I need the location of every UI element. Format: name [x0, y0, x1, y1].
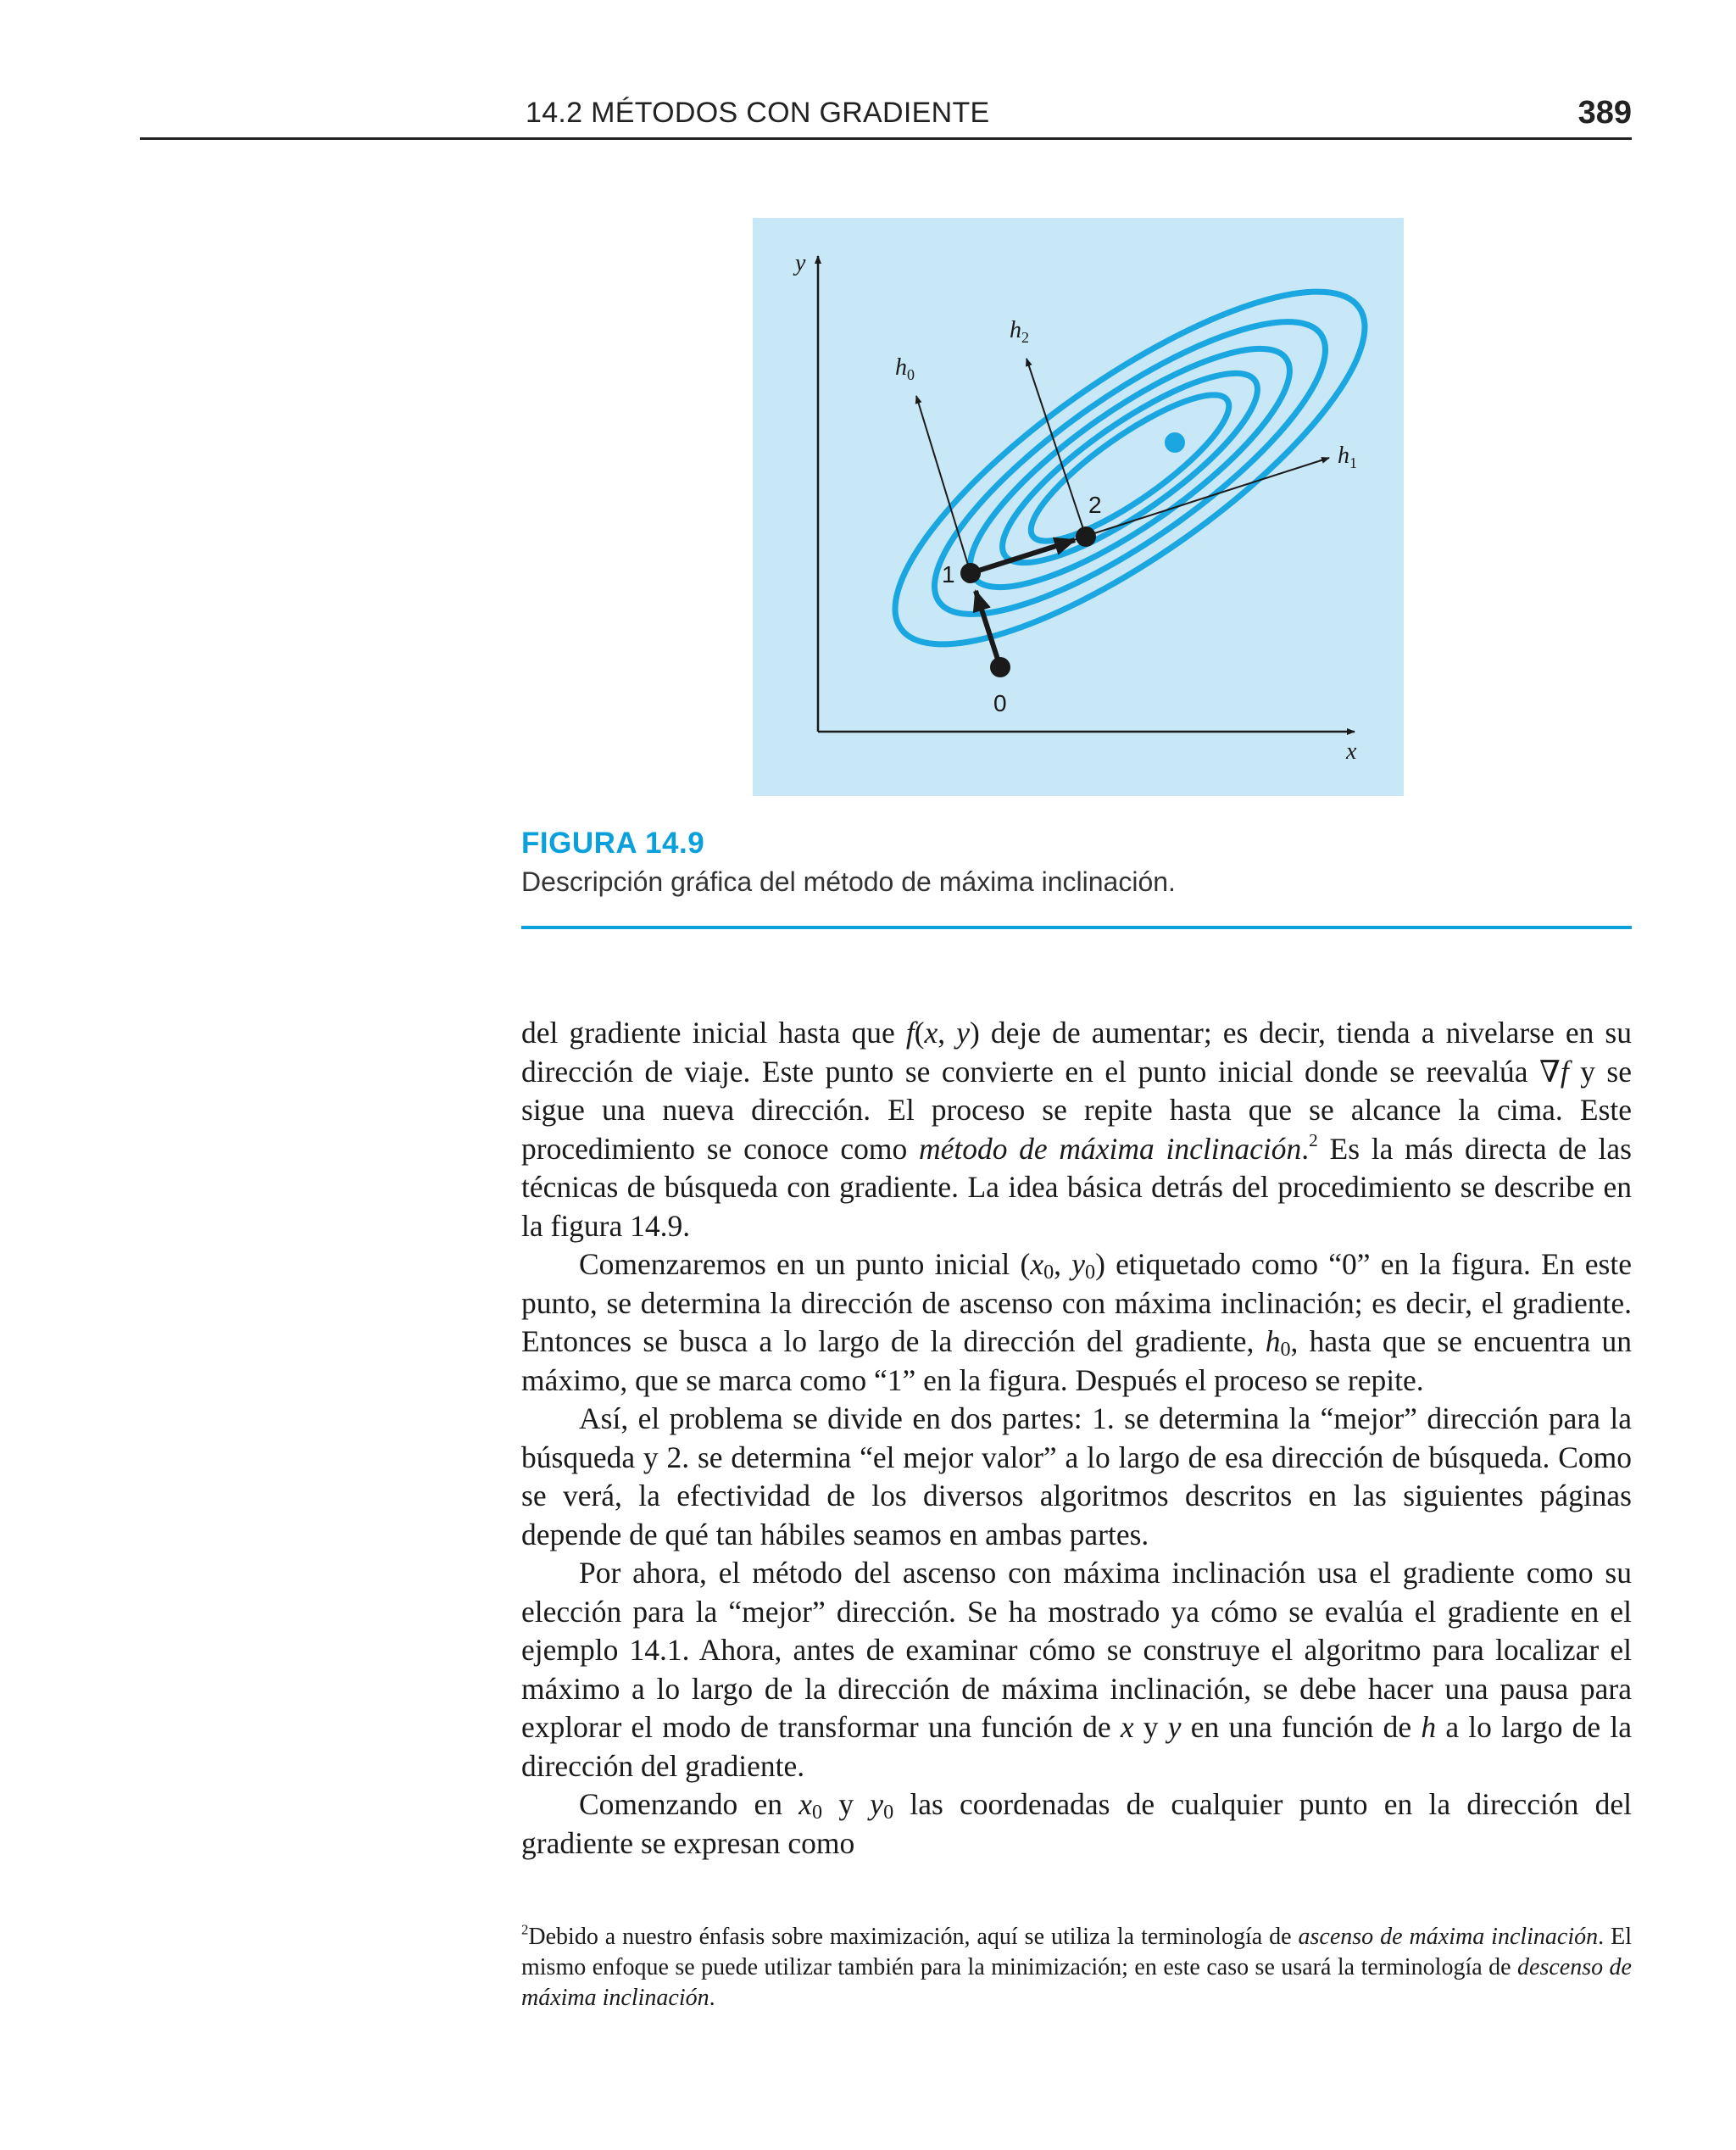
x-axis-label: x [1346, 738, 1357, 765]
paragraph-1: del gradiente inicial hasta que f(x, y) deje de aumentar; es decir, tienda a nivelarse en su dirección de viaje. Este punto se convierte en el punto inicial donde se reevalúa ∇f y se sigue una nueva dirección. El proceso se repite hasta que se alcance la cima. Este procedimiento se conoce como método de máxima inclinación.$^2$ Es la más directa de las técnicas de búsqueda con gradiente. La idea básica detrás del procedimiento se describe en la figura 14.9. [521, 1016, 1633, 1243]
figure-14-9 [753, 218, 1404, 796]
page-number: 389 [1577, 95, 1632, 131]
point-2 [1076, 526, 1096, 547]
point-0 [990, 657, 1010, 677]
direction-h0 [916, 396, 971, 573]
footnote-ref: 2 [1309, 1129, 1318, 1150]
body-text [521, 1014, 1632, 1863]
footnote: $^2$Debido a nuestro énfasis sobre maximización, aquí se utiliza la terminología de ascenso de máxima inclinación. El mismo enfoque se puede utilizar también para la minimización; en este caso se usará la terminología de descenso de máxima inclinación. [521, 1921, 1632, 2011]
h0-label: $h_0$ [895, 354, 915, 383]
paragraph-3: Así, el problema se divide en dos partes: 1. se determina la “mejor” dirección para la búsqueda y 2. se determina “el mejor valor” a lo largo de esa dirección de búsqueda. Como se verá, la efectividad de los diversos algoritmos descritos en las siguientes páginas depende de qué tan hábiles seamos en ambas partes. [521, 1401, 1632, 1551]
step-arrow-0-1 [976, 591, 1000, 667]
contour-3 [941, 311, 1320, 625]
figure-caption-title: FIGURA 14.9 [521, 827, 705, 860]
footnote-number: 2 [521, 1921, 529, 1938]
point-2-label: 2 [1088, 492, 1102, 518]
caption-divider [521, 926, 1632, 929]
point-1 [960, 563, 981, 583]
paragraph-4: Por ahora, el método del ascenso con máxima inclinación usa el gradiente como su elección para la “mejor” dirección. Se ha mostrado ya cómo se evalúa el gradiente en el ejemplo 14.1. Ahora, antes de examinar cómo se construye el algoritmo para localizar el máximo a lo largo de la dirección de máxima inclinación, se debe hacer una pausa para explorar el modo de transformar una función de x y y en una función de h a lo largo de la dirección del gradiente. [521, 1556, 1633, 1783]
figure-caption-text: Descripción gráfica del método de máxima inclinación. [521, 866, 1176, 897]
contour-1 [849, 235, 1404, 702]
contour-2 [898, 276, 1362, 661]
y-axis-label: y [795, 250, 806, 276]
paragraph-2: Comenzaremos en un punto inicial ($x_0$, $y_0$) etiquetado como “0” en la figura. En este punto, se determina la dirección de ascenso con máxima inclinación; es decir, el gradiente. Entonces se busca a lo largo de la dirección del gradiente, $h_0$, hasta que se encuentra un máximo, que se marca como “1” en la figura. Después el proceso se repite. [521, 1247, 1633, 1397]
h1-label: $h_1$ [1338, 443, 1357, 471]
point-1-label: 1 [942, 561, 955, 588]
paragraph-5: Comenzando en $x_0$ y $y_0$ las coordenadas de cualquier punto en la dirección del gradiente se expresan como [521, 1787, 1632, 1860]
section-title: 14.2 MÉTODOS CON GRADIENTE [526, 97, 990, 129]
maximum-point [1165, 432, 1185, 453]
h2-label: $h_2$ [1010, 317, 1029, 346]
steepest-ascent-diagram [753, 218, 1404, 796]
emphasis-term: método de máxima inclinación [918, 1131, 1302, 1166]
running-header [140, 95, 1632, 140]
point-0-label: 0 [993, 690, 1007, 716]
